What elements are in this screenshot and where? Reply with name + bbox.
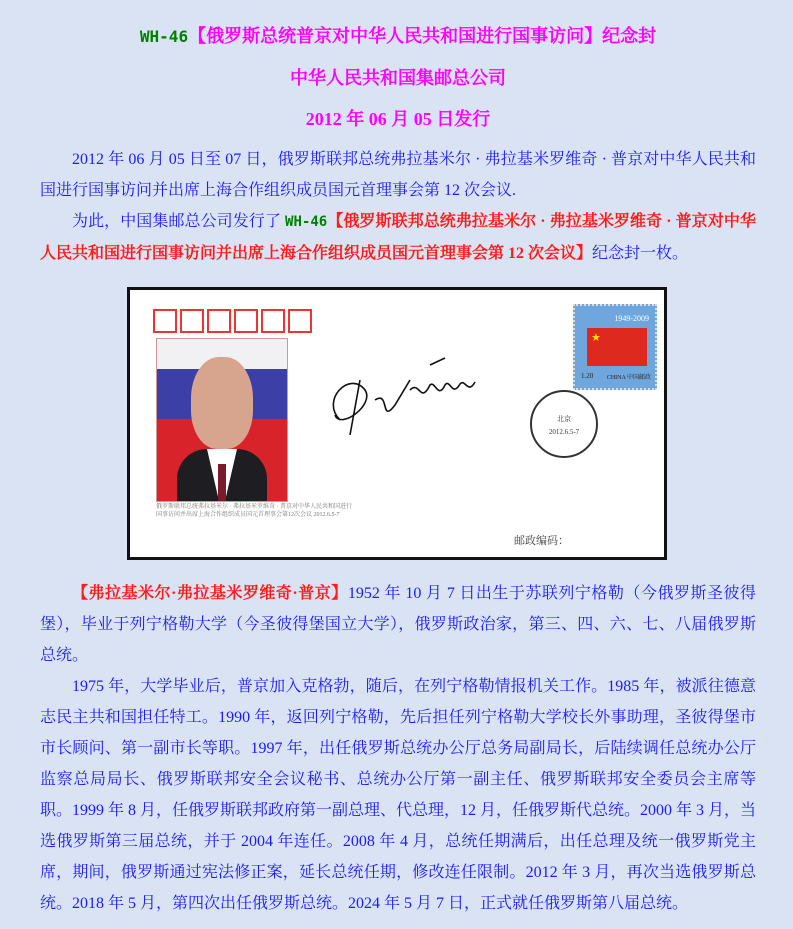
star-icon: ★	[591, 332, 601, 344]
publisher: 中华人民共和国集邮总公司	[290, 68, 506, 88]
postcode-label: 邮政编码：	[514, 535, 569, 547]
page-title	[40, 25, 756, 48]
intro-paragraph-1: 2012 年 06 月 05 日至 07 日，俄罗斯联邦总统弗拉基米尔 · 弗拉基米罗维奇 · 普京对中华人民共和国进行国事访问并出席上海合作组织成员国元首理事会第 12 次会议.	[40, 151, 756, 199]
postmark-date: 2012.6.5-7	[548, 428, 580, 436]
bio-name: 【弗拉基米尔·弗拉基米罗维奇·普京】	[72, 585, 348, 602]
bio-paragraph-1	[40, 578, 756, 671]
stamp-country: CHINA 中国邮政	[606, 375, 651, 381]
postage-stamp	[573, 304, 657, 390]
intro-prefix: 为此，中国集邮总公司发行了	[72, 213, 286, 230]
bio-text-1: 1952 年 10 月 7 日出生于苏联列宁格勒（今俄罗斯圣彼得堡），毕业于列宁格勒大学（今圣彼得堡国立大学），俄罗斯政治家，第三、四、六、七、八届俄罗斯总统。	[40, 585, 756, 664]
title-text: 【俄罗斯总统普京对中华人民共和国进行国事访问】纪念封	[188, 26, 657, 46]
signature	[320, 350, 500, 440]
postcode-boxes	[153, 309, 312, 333]
postmark	[530, 390, 598, 458]
bio-paragraph-2: 1975 年，大学毕业后，普京加入克格勃，随后，在列宁格勒情报机关工作。1985 年，被派往德意志民主共和国担任特工。1990 年，返回列宁格勒，先后担任列宁格勒大学校长外事助理，圣彼得堡市市长顾问、第一副市长等职。1997 年，出任俄罗斯总统办公厅总务局副局长，后陆续调任总统办公厅监察总局局长、俄罗斯联邦安全会议秘书、总统办公厅第一副主任、俄罗斯联邦安全委员会主席等职。1999 年 8 月，任俄罗斯联邦政府第一副总理、代总理，12 月，任俄罗斯代总统。2000 年 3 月，当选俄罗斯第三届总统，并于 2004 年连任。2008 年 4 月，总统任期满后，出任总理及统一俄罗斯党主席，期间，俄罗斯通过宪法修正案，延长总统任期，修改连任限制。2012 年 3 月，再次当选俄罗斯总统。2018 年 5 月，第四次出任俄罗斯总统。2024 年 5 月 7 日，正式就任俄罗斯第八届总统。	[40, 678, 757, 912]
intro-code: WH-46	[285, 214, 328, 230]
intro-paragraph-2	[40, 206, 756, 269]
postmark-city: 北京	[557, 415, 571, 423]
cover-image	[127, 287, 667, 560]
intro-title: 【俄罗斯联邦总统弗拉基米尔 · 弗拉基米罗维奇 · 普京对中华人民共和国进行国事访问并出席上海合作组织成员国元首理事会第 12 次会议】	[40, 213, 756, 262]
portrait-photo	[156, 338, 288, 502]
intro-suffix: 纪念封一枚。	[592, 245, 689, 262]
cover-code: WH-46	[139, 27, 189, 46]
issue-date: 2012 年 06 月 05 日发行	[305, 109, 491, 129]
cover-caption: 俄罗斯联邦总统弗拉基米尔 · 弗拉基米罗维奇 · 普京对中华人民共和国进行国事访问并出席上海合作组织成员国元首理事会第12次会议 2012.6.5-7	[156, 504, 352, 518]
stamp-years: 1949-2009	[614, 314, 649, 323]
stamp-value: 1.20	[581, 372, 594, 380]
